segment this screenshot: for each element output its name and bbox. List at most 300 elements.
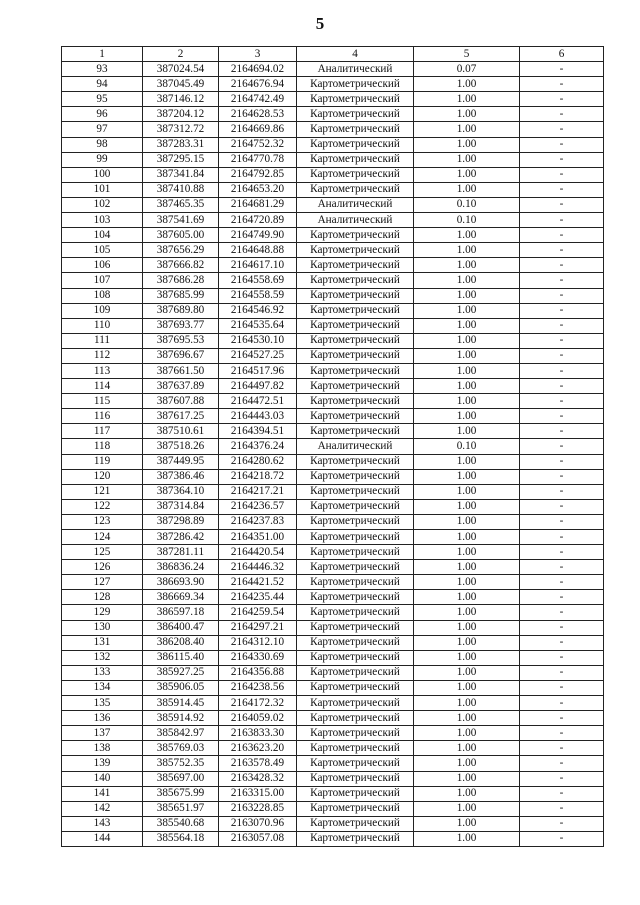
x-coordinate-cell: 387689.80 [143, 303, 219, 318]
table-row [62, 771, 604, 786]
point-number-cell: 112 [62, 348, 143, 363]
note-cell: - [520, 711, 604, 726]
method-cell: Картометрический [297, 499, 414, 514]
note-cell: - [520, 379, 604, 394]
y-coordinate-cell: 2164446.32 [219, 560, 297, 575]
method-cell: Картометрический [297, 560, 414, 575]
note-cell: - [520, 545, 604, 560]
table-row [62, 741, 604, 756]
point-number-cell: 107 [62, 273, 143, 288]
accuracy-cell: 1.00 [414, 499, 520, 514]
accuracy-cell: 1.00 [414, 454, 520, 469]
accuracy-cell: 1.00 [414, 107, 520, 122]
accuracy-cell: 1.00 [414, 590, 520, 605]
y-coordinate-cell: 2164238.56 [219, 680, 297, 695]
note-cell: - [520, 605, 604, 620]
point-number-cell: 132 [62, 650, 143, 665]
column-header-2: 2 [143, 47, 219, 62]
method-cell: Картометрический [297, 484, 414, 499]
y-coordinate-cell: 2164546.92 [219, 303, 297, 318]
x-coordinate-cell: 387204.12 [143, 107, 219, 122]
y-coordinate-cell: 2164527.25 [219, 348, 297, 363]
point-number-cell: 143 [62, 816, 143, 831]
y-coordinate-cell: 2164421.52 [219, 575, 297, 590]
x-coordinate-cell: 387281.11 [143, 545, 219, 560]
point-number-cell: 135 [62, 696, 143, 711]
note-cell: - [520, 318, 604, 333]
point-number-cell: 111 [62, 333, 143, 348]
point-number-cell: 97 [62, 122, 143, 137]
accuracy-cell: 1.00 [414, 756, 520, 771]
x-coordinate-cell: 385564.18 [143, 831, 219, 846]
table-row [62, 711, 604, 726]
note-cell: - [520, 469, 604, 484]
accuracy-cell: 1.00 [414, 92, 520, 107]
x-coordinate-cell: 385697.00 [143, 771, 219, 786]
note-cell: - [520, 333, 604, 348]
table-body [62, 62, 604, 847]
point-number-cell: 133 [62, 665, 143, 680]
point-number-cell: 129 [62, 605, 143, 620]
accuracy-cell: 1.00 [414, 560, 520, 575]
coordinates-table [61, 46, 604, 847]
table-row [62, 213, 604, 228]
y-coordinate-cell: 2163833.30 [219, 726, 297, 741]
y-coordinate-cell: 2164235.44 [219, 590, 297, 605]
method-cell: Картометрический [297, 258, 414, 273]
note-cell: - [520, 801, 604, 816]
x-coordinate-cell: 387465.35 [143, 197, 219, 212]
table-row [62, 680, 604, 695]
table-row [62, 288, 604, 303]
note-cell: - [520, 831, 604, 846]
note-cell: - [520, 620, 604, 635]
table-row [62, 182, 604, 197]
method-cell: Картометрический [297, 605, 414, 620]
y-coordinate-cell: 2164648.88 [219, 243, 297, 258]
note-cell: - [520, 484, 604, 499]
table-row [62, 786, 604, 801]
point-number-cell: 117 [62, 424, 143, 439]
x-coordinate-cell: 387024.54 [143, 62, 219, 77]
column-header-1: 1 [62, 47, 143, 62]
y-coordinate-cell: 2163057.08 [219, 831, 297, 846]
point-number-cell: 139 [62, 756, 143, 771]
note-cell: - [520, 816, 604, 831]
accuracy-cell: 1.00 [414, 152, 520, 167]
y-coordinate-cell: 2164443.03 [219, 409, 297, 424]
x-coordinate-cell: 387146.12 [143, 92, 219, 107]
accuracy-cell: 0.10 [414, 439, 520, 454]
point-number-cell: 100 [62, 167, 143, 182]
x-coordinate-cell: 386208.40 [143, 635, 219, 650]
x-coordinate-cell: 387607.88 [143, 394, 219, 409]
method-cell: Картометрический [297, 726, 414, 741]
page-number: 5 [315, 14, 325, 33]
y-coordinate-cell: 2164420.54 [219, 545, 297, 560]
y-coordinate-cell: 2164628.53 [219, 107, 297, 122]
accuracy-cell: 1.00 [414, 273, 520, 288]
point-number-cell: 144 [62, 831, 143, 846]
y-coordinate-cell: 2164681.29 [219, 197, 297, 212]
y-coordinate-cell: 2164297.21 [219, 620, 297, 635]
y-coordinate-cell: 2164351.00 [219, 530, 297, 545]
method-cell: Картометрический [297, 288, 414, 303]
point-number-cell: 101 [62, 182, 143, 197]
accuracy-cell: 1.00 [414, 137, 520, 152]
method-cell: Картометрический [297, 167, 414, 182]
table-row [62, 107, 604, 122]
method-cell: Картометрический [297, 77, 414, 92]
point-number-cell: 126 [62, 560, 143, 575]
note-cell: - [520, 62, 604, 77]
y-coordinate-cell: 2163623.20 [219, 741, 297, 756]
note-cell: - [520, 575, 604, 590]
table-row [62, 514, 604, 529]
x-coordinate-cell: 387410.88 [143, 182, 219, 197]
y-coordinate-cell: 2164394.51 [219, 424, 297, 439]
note-cell: - [520, 741, 604, 756]
y-coordinate-cell: 2164312.10 [219, 635, 297, 650]
y-coordinate-cell: 2164236.57 [219, 499, 297, 514]
table-row [62, 409, 604, 424]
column-header-3: 3 [219, 47, 297, 62]
accuracy-cell: 1.00 [414, 333, 520, 348]
y-coordinate-cell: 2163315.00 [219, 786, 297, 801]
method-cell: Картометрический [297, 469, 414, 484]
table-row [62, 756, 604, 771]
x-coordinate-cell: 387693.77 [143, 318, 219, 333]
point-number-cell: 141 [62, 786, 143, 801]
note-cell: - [520, 726, 604, 741]
column-header-5: 5 [414, 47, 520, 62]
x-coordinate-cell: 387696.67 [143, 348, 219, 363]
y-coordinate-cell: 2164669.86 [219, 122, 297, 137]
table-row [62, 62, 604, 77]
method-cell: Картометрический [297, 303, 414, 318]
method-cell: Картометрический [297, 545, 414, 560]
table-row [62, 77, 604, 92]
x-coordinate-cell: 386115.40 [143, 650, 219, 665]
x-coordinate-cell: 387364.10 [143, 484, 219, 499]
point-number-cell: 104 [62, 228, 143, 243]
note-cell: - [520, 303, 604, 318]
table-row [62, 696, 604, 711]
y-coordinate-cell: 2163070.96 [219, 816, 297, 831]
note-cell: - [520, 696, 604, 711]
note-cell: - [520, 454, 604, 469]
table-row [62, 726, 604, 741]
method-cell: Картометрический [297, 243, 414, 258]
table-row [62, 258, 604, 273]
x-coordinate-cell: 386693.90 [143, 575, 219, 590]
x-coordinate-cell: 387656.29 [143, 243, 219, 258]
note-cell: - [520, 258, 604, 273]
method-cell: Картометрический [297, 92, 414, 107]
table-row [62, 348, 604, 363]
y-coordinate-cell: 2164770.78 [219, 152, 297, 167]
method-cell: Картометрический [297, 756, 414, 771]
point-number-cell: 130 [62, 620, 143, 635]
table-row [62, 635, 604, 650]
method-cell: Картометрический [297, 107, 414, 122]
y-coordinate-cell: 2164653.20 [219, 182, 297, 197]
y-coordinate-cell: 2164172.32 [219, 696, 297, 711]
accuracy-cell: 1.00 [414, 258, 520, 273]
method-cell: Картометрический [297, 182, 414, 197]
method-cell: Картометрический [297, 590, 414, 605]
table-row [62, 816, 604, 831]
accuracy-cell: 1.00 [414, 680, 520, 695]
point-number-cell: 96 [62, 107, 143, 122]
note-cell: - [520, 137, 604, 152]
table-header-row [62, 47, 604, 62]
note-cell: - [520, 680, 604, 695]
x-coordinate-cell: 387661.50 [143, 363, 219, 378]
note-cell: - [520, 152, 604, 167]
y-coordinate-cell: 2164720.89 [219, 213, 297, 228]
y-coordinate-cell: 2163428.32 [219, 771, 297, 786]
x-coordinate-cell: 385540.68 [143, 816, 219, 831]
method-cell: Картометрический [297, 620, 414, 635]
accuracy-cell: 1.00 [414, 514, 520, 529]
method-cell: Картометрический [297, 122, 414, 137]
accuracy-cell: 1.00 [414, 182, 520, 197]
table-row [62, 575, 604, 590]
note-cell: - [520, 122, 604, 137]
y-coordinate-cell: 2164237.83 [219, 514, 297, 529]
x-coordinate-cell: 387605.00 [143, 228, 219, 243]
table-row [62, 545, 604, 560]
table-row [62, 801, 604, 816]
accuracy-cell: 1.00 [414, 363, 520, 378]
table-row [62, 137, 604, 152]
method-cell: Картометрический [297, 801, 414, 816]
point-number-cell: 119 [62, 454, 143, 469]
table-row [62, 499, 604, 514]
note-cell: - [520, 424, 604, 439]
accuracy-cell: 1.00 [414, 348, 520, 363]
point-number-cell: 103 [62, 213, 143, 228]
x-coordinate-cell: 386597.18 [143, 605, 219, 620]
y-coordinate-cell: 2164535.64 [219, 318, 297, 333]
y-coordinate-cell: 2164558.59 [219, 288, 297, 303]
x-coordinate-cell: 387637.89 [143, 379, 219, 394]
accuracy-cell: 1.00 [414, 771, 520, 786]
accuracy-cell: 1.00 [414, 605, 520, 620]
accuracy-cell: 0.10 [414, 197, 520, 212]
note-cell: - [520, 167, 604, 182]
table-row [62, 228, 604, 243]
point-number-cell: 120 [62, 469, 143, 484]
method-cell: Картометрический [297, 409, 414, 424]
column-header-4: 4 [297, 47, 414, 62]
note-cell: - [520, 182, 604, 197]
method-cell: Картометрический [297, 665, 414, 680]
accuracy-cell: 1.00 [414, 801, 520, 816]
accuracy-cell: 1.00 [414, 288, 520, 303]
table-row [62, 484, 604, 499]
accuracy-cell: 1.00 [414, 394, 520, 409]
table-row [62, 363, 604, 378]
point-number-cell: 142 [62, 801, 143, 816]
x-coordinate-cell: 385914.92 [143, 711, 219, 726]
note-cell: - [520, 92, 604, 107]
table-row [62, 303, 604, 318]
point-number-cell: 128 [62, 590, 143, 605]
accuracy-cell: 1.00 [414, 650, 520, 665]
x-coordinate-cell: 387295.15 [143, 152, 219, 167]
point-number-cell: 102 [62, 197, 143, 212]
point-number-cell: 134 [62, 680, 143, 695]
method-cell: Аналитический [297, 213, 414, 228]
y-coordinate-cell: 2163578.49 [219, 756, 297, 771]
accuracy-cell: 1.00 [414, 816, 520, 831]
note-cell: - [520, 635, 604, 650]
table-row [62, 394, 604, 409]
y-coordinate-cell: 2164356.88 [219, 665, 297, 680]
accuracy-cell: 1.00 [414, 167, 520, 182]
method-cell: Картометрический [297, 696, 414, 711]
method-cell: Картометрический [297, 348, 414, 363]
table-row [62, 530, 604, 545]
method-cell: Картометрический [297, 680, 414, 695]
table-row [62, 454, 604, 469]
table-row [62, 650, 604, 665]
point-number-cell: 123 [62, 514, 143, 529]
y-coordinate-cell: 2164218.72 [219, 469, 297, 484]
accuracy-cell: 1.00 [414, 530, 520, 545]
y-coordinate-cell: 2164558.69 [219, 273, 297, 288]
x-coordinate-cell: 387666.82 [143, 258, 219, 273]
method-cell: Картометрический [297, 273, 414, 288]
y-coordinate-cell: 2164497.82 [219, 379, 297, 394]
accuracy-cell: 1.00 [414, 635, 520, 650]
accuracy-cell: 1.00 [414, 696, 520, 711]
method-cell: Картометрический [297, 786, 414, 801]
accuracy-cell: 1.00 [414, 409, 520, 424]
x-coordinate-cell: 385769.03 [143, 741, 219, 756]
x-coordinate-cell: 385842.97 [143, 726, 219, 741]
y-coordinate-cell: 2164259.54 [219, 605, 297, 620]
note-cell: - [520, 197, 604, 212]
point-number-cell: 99 [62, 152, 143, 167]
note-cell: - [520, 394, 604, 409]
accuracy-cell: 1.00 [414, 665, 520, 680]
note-cell: - [520, 409, 604, 424]
method-cell: Картометрический [297, 454, 414, 469]
x-coordinate-cell: 387314.84 [143, 499, 219, 514]
point-number-cell: 108 [62, 288, 143, 303]
accuracy-cell: 1.00 [414, 741, 520, 756]
point-number-cell: 136 [62, 711, 143, 726]
point-number-cell: 122 [62, 499, 143, 514]
method-cell: Картометрический [297, 816, 414, 831]
y-coordinate-cell: 2164752.32 [219, 137, 297, 152]
x-coordinate-cell: 386400.47 [143, 620, 219, 635]
accuracy-cell: 1.00 [414, 77, 520, 92]
x-coordinate-cell: 387518.26 [143, 439, 219, 454]
x-coordinate-cell: 387541.69 [143, 213, 219, 228]
point-number-cell: 118 [62, 439, 143, 454]
point-number-cell: 131 [62, 635, 143, 650]
note-cell: - [520, 786, 604, 801]
method-cell: Картометрический [297, 424, 414, 439]
accuracy-cell: 1.00 [414, 726, 520, 741]
note-cell: - [520, 499, 604, 514]
method-cell: Аналитический [297, 197, 414, 212]
accuracy-cell: 1.00 [414, 831, 520, 846]
point-number-cell: 98 [62, 137, 143, 152]
y-coordinate-cell: 2164472.51 [219, 394, 297, 409]
y-coordinate-cell: 2164792.85 [219, 167, 297, 182]
method-cell: Картометрический [297, 228, 414, 243]
accuracy-cell: 1.00 [414, 379, 520, 394]
method-cell: Картометрический [297, 635, 414, 650]
table-row [62, 560, 604, 575]
method-cell: Картометрический [297, 711, 414, 726]
method-cell: Картометрический [297, 394, 414, 409]
table-row [62, 605, 604, 620]
point-number-cell: 105 [62, 243, 143, 258]
x-coordinate-cell: 387449.95 [143, 454, 219, 469]
table-row [62, 469, 604, 484]
method-cell: Картометрический [297, 650, 414, 665]
accuracy-cell: 1.00 [414, 786, 520, 801]
x-coordinate-cell: 387341.84 [143, 167, 219, 182]
note-cell: - [520, 665, 604, 680]
y-coordinate-cell: 2164280.62 [219, 454, 297, 469]
point-number-cell: 106 [62, 258, 143, 273]
note-cell: - [520, 348, 604, 363]
point-number-cell: 109 [62, 303, 143, 318]
y-coordinate-cell: 2164217.21 [219, 484, 297, 499]
table-row [62, 92, 604, 107]
method-cell: Картометрический [297, 575, 414, 590]
point-number-cell: 95 [62, 92, 143, 107]
accuracy-cell: 1.00 [414, 620, 520, 635]
column-header-6: 6 [520, 47, 604, 62]
table-row [62, 439, 604, 454]
y-coordinate-cell: 2164742.49 [219, 92, 297, 107]
y-coordinate-cell: 2164517.96 [219, 363, 297, 378]
y-coordinate-cell: 2164676.94 [219, 77, 297, 92]
point-number-cell: 140 [62, 771, 143, 786]
table-row [62, 665, 604, 680]
x-coordinate-cell: 387312.72 [143, 122, 219, 137]
note-cell: - [520, 650, 604, 665]
accuracy-cell: 1.00 [414, 243, 520, 258]
accuracy-cell: 1.00 [414, 469, 520, 484]
note-cell: - [520, 228, 604, 243]
x-coordinate-cell: 385651.97 [143, 801, 219, 816]
accuracy-cell: 1.00 [414, 122, 520, 137]
note-cell: - [520, 530, 604, 545]
method-cell: Картометрический [297, 530, 414, 545]
y-coordinate-cell: 2164530.10 [219, 333, 297, 348]
table-row [62, 273, 604, 288]
method-cell: Картометрический [297, 771, 414, 786]
table-row [62, 831, 604, 846]
table-row [62, 152, 604, 167]
method-cell: Картометрический [297, 363, 414, 378]
accuracy-cell: 1.00 [414, 711, 520, 726]
x-coordinate-cell: 387686.28 [143, 273, 219, 288]
point-number-cell: 93 [62, 62, 143, 77]
table-row [62, 333, 604, 348]
y-coordinate-cell: 2164376.24 [219, 439, 297, 454]
table-row [62, 122, 604, 137]
